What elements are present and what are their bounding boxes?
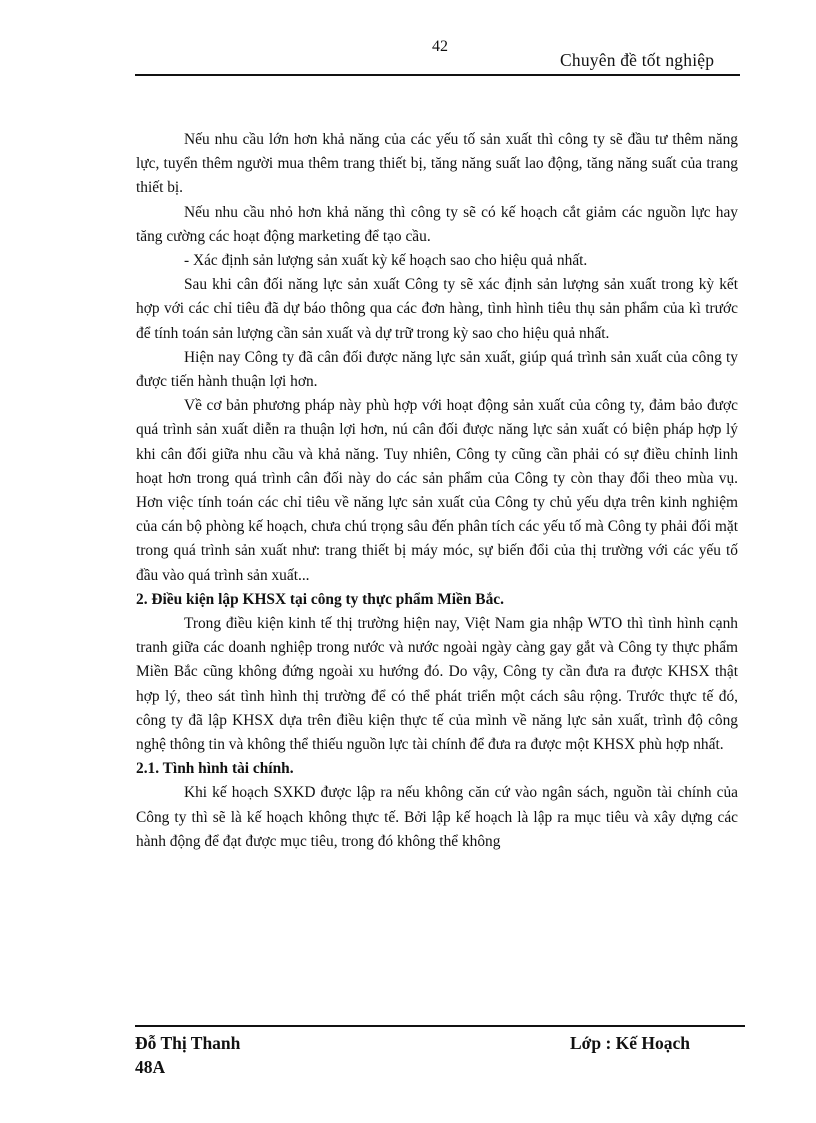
author-class-code: 48A [135,1057,166,1077]
page-number: 42 [432,38,448,55]
paragraph: Sau khi cân đối năng lực sản xuất Công ty sẽ xác định sản lượng sản xuất trong kỳ kết hợp với các chỉ tiêu đã dự báo thông qua các đơn hàng, tình hình tiêu thụ sản phẩm của kì trước để tính toán sản lượng cần sản xuất và dự trữ trong kỳ sao cho hiệu quả nhất. [136,276,738,342]
subsection-heading: 2.1. Tình hình tài chính. [136,760,294,778]
footer-class: Lớp : Kế Hoạch [570,1033,691,1053]
paragraph: Khi kế hoạch SXKD được lập ra nếu không căn cứ vào ngân sách, nguồn tài chính của Công ty thì sẽ là kế hoạch không thực tế. Bởi lập kế hoạch là lập ra mục tiêu và xây dựng các hành động để đạt được mục tiêu, trong đó không thể không [136,784,738,850]
section-heading: 2. Điều kiện lập KHSX tại công ty thực phẩm Miền Bắc. [136,590,504,608]
paragraph: Trong điều kiện kinh tế thị trường hiện nay, Việt Nam gia nhập WTO thì tình hình cạnh tranh giữa các doanh nghiệp trong nước và nước ngoài ngày càng gay gắt và Công ty thực phẩm Miền Bắc cũng không đứng ngoài xu hướng đó. Do vậy, Công ty cần đưa ra được KHSX thật hợp lý, theo sát tình hình thị trường để có thể phát triển một cách sâu rộng. Trước thực tế đó, công ty đã lập KHSX dựa trên điều kiện thực tế của mình về năng lực sản xuất, trình độ công nghệ thông tin và không thể thiếu nguồn lực tài chính để đưa ra được một KHSX phù hợp nhất. [136,615,738,754]
paragraph: - Xác định sản lượng sản xuất kỳ kế hoạch sao cho hiệu quả nhất. [184,252,588,270]
footer-rule [135,1025,745,1027]
author-name: Đỗ Thị Thanh [135,1033,241,1053]
header-title: Chuyên đề tốt nghiệp [560,50,715,70]
footer-author [135,1031,240,1079]
document-body [136,128,738,854]
paragraph: Hiện nay Công ty đã cân đối được năng lực sản xuất, giúp quá trình sản xuất của công ty được tiến hành thuận lợi hơn. [136,348,738,391]
paragraph: Nếu nhu cầu lớn hơn khả năng của các yếu tố sản xuất thì công ty sẽ đầu tư thêm năng lực, tuyển thêm người mua thêm trang thiết bị, tăng năng suất lao động, tăng năng suất của trang thiết bị. [136,131,738,197]
paragraph: Nếu nhu cầu nhỏ hơn khả năng thì công ty sẽ có kế hoạch cắt giảm các nguồn lực hay tăng cường các hoạt động marketing để tạo cầu. [136,203,738,245]
header-rule [135,74,740,76]
paragraph: Về cơ bản phương pháp này phù hợp với hoạt động sản xuất của công ty, đảm bảo được quá trình sản xuất diễn ra thuận lợi hơn, nú cân đối được năng lực sản xuất có biện pháp hợp lý khi cân đối giữa nhu cầu và khả năng. Tuy nhiên, Công ty cũng cần phải có sự điều chỉnh linh hoạt hơn trong quá trình cân đối này do các sản phẩm của Công ty còn thay đổi theo mùa vụ. Hơn việc tính toán các chỉ tiêu về năng lực sản xuất của Công ty chủ yếu dựa trên kinh nghiệm của cán bộ phòng kế hoạch, chưa chú trọng sâu đến phân tích các yếu tố mà Công ty phải đối mặt trong quá trình sản xuất như: trang thiết bị máy móc, sự biến đổi của thị trường với các yếu tố đầu vào quá trình sản xuất... [136,397,738,584]
